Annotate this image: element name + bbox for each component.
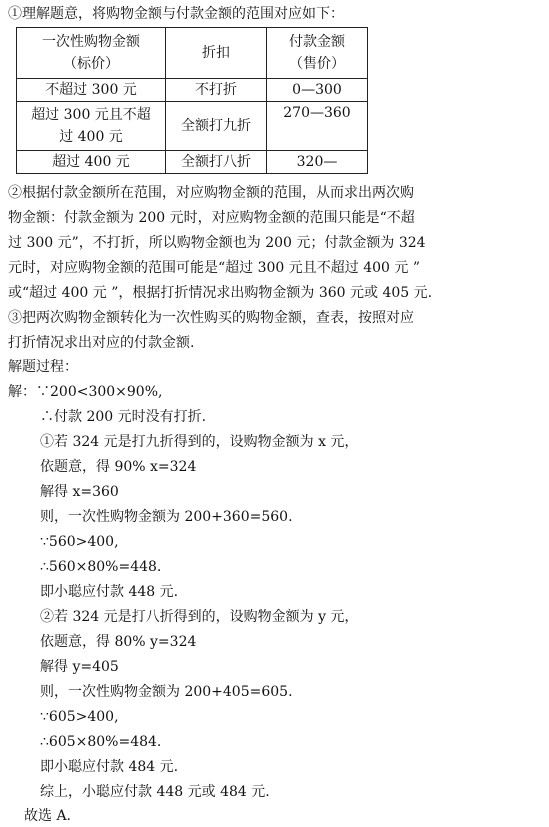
solution-line: 解得 x=360 — [40, 484, 119, 500]
table-row — [17, 151, 368, 174]
table-header-row — [17, 28, 368, 79]
table-row — [17, 102, 368, 151]
text-line: ③把两次购物金额转化为一次性购买的购物金额，查表，按照对应 — [8, 310, 414, 326]
conclusion-line: 综上，小聪应付款 448 元或 484 元. — [40, 784, 270, 800]
solution-line: 解：∵200<300×90%, — [8, 384, 163, 400]
solution-line: ②若 324 元是打八折得到的，设购物金额为 y 元， — [40, 609, 359, 625]
cell-discount: 全额打八折 — [166, 151, 267, 174]
text-line: 元时，对应购物金额的范围可能是“超过 300 元且不超过 400 元 ” — [8, 260, 421, 276]
solution-line: ∴605×80%=484. — [40, 734, 162, 750]
cell-range: 超过 300 元且不超 过 400 元 — [17, 102, 166, 151]
solution-line: ①若 324 元是打九折得到的，设购物金额为 x 元， — [40, 434, 359, 450]
cell-range: 超过 400 元 — [17, 151, 166, 174]
solution-line: 则，一次性购物金额为 200+405=605. — [40, 684, 293, 700]
solution-line: 则，一次性购物金额为 200+360=560. — [40, 509, 293, 525]
solution-line: ∵605>400, — [40, 709, 119, 725]
table-row — [17, 79, 368, 102]
text-line: ②根据付款金额所在范围，对应购物金额的范围，从而求出两次购 — [8, 185, 414, 201]
cell-discount: 不打折 — [166, 79, 267, 102]
solution-line: 即小聪应付款 484 元. — [40, 759, 179, 775]
answer-line: 故选 A. — [24, 808, 72, 824]
header-cell-discount: 折扣 — [166, 28, 267, 79]
price-table — [16, 27, 368, 174]
header-cell-amount: 一次性购物金额 （标价） — [17, 28, 166, 79]
text-line: 或“超过 400 元 ”，根据打折情况求出购物金额为 360 元或 405 元. — [8, 285, 433, 301]
solution-line: 依题意，得 90% x=324 — [40, 459, 197, 475]
solution-line: 解得 y=405 — [40, 659, 119, 675]
solution-line: ∵560>400, — [40, 534, 119, 550]
solution-line: ∴付款 200 元时没有打折. — [40, 409, 207, 425]
cell-pay: 270—360 — [267, 102, 368, 151]
section-heading: 解题过程： — [8, 359, 78, 375]
intro-text: ①理解题意，将购物金额与付款金额的范围对应如下： — [8, 6, 344, 22]
text-line: 过 300 元”，不打折，所以购物金额也为 200 元；付款金额为 324 — [8, 235, 426, 251]
cell-range: 不超过 300 元 — [17, 79, 166, 102]
solution-line: ∴560×80%=448. — [40, 559, 162, 575]
text-line: 打折情况求出对应的付款金额. — [8, 335, 195, 351]
cell-pay: 320— — [267, 151, 368, 174]
cell-pay: 0—300 — [267, 79, 368, 102]
text-line: 物金额：付款金额为 200 元时，对应购物金额的范围只能是“不超 — [8, 210, 415, 226]
cell-discount: 全额打九折 — [166, 102, 267, 151]
solution-line: 即小聪应付款 448 元. — [40, 584, 179, 600]
header-cell-pay: 付款金额 （售价） — [267, 28, 368, 79]
solution-line: 依题意，得 80% y=324 — [40, 634, 197, 650]
